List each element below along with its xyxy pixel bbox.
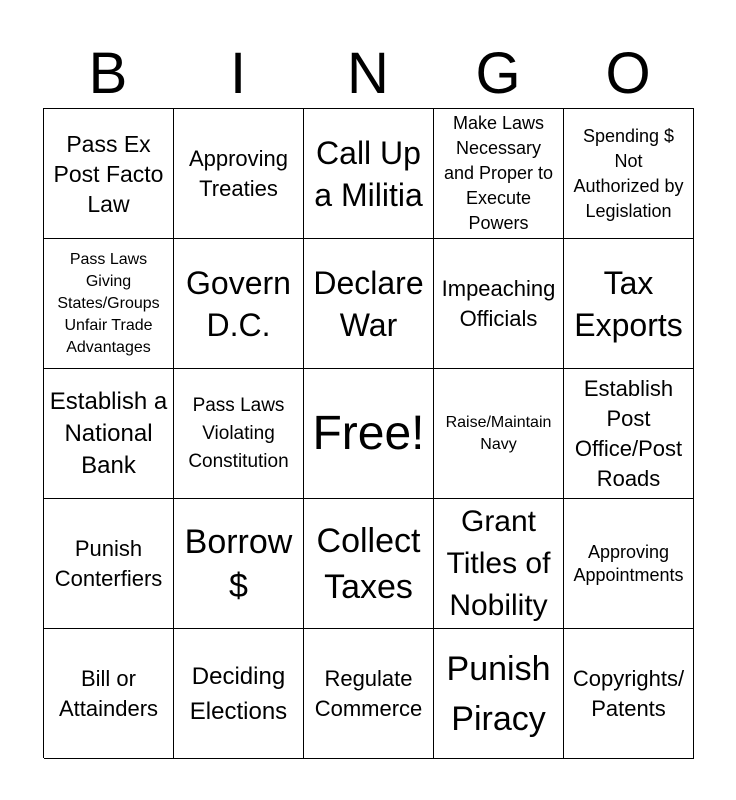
bingo-cell[interactable] bbox=[434, 239, 564, 369]
cell-text: Pass Laws Giving States/Groups Unfair Trade Advantages bbox=[57, 250, 160, 356]
cell-text: Establish a National Bank bbox=[49, 387, 168, 479]
bingo-cell[interactable] bbox=[564, 369, 694, 499]
bingo-cell[interactable] bbox=[304, 239, 434, 369]
cell-text: Declare War bbox=[313, 264, 424, 343]
bingo-cell[interactable] bbox=[304, 499, 434, 629]
cell-text: Approving Treaties bbox=[188, 145, 289, 201]
bingo-cell[interactable] bbox=[174, 499, 304, 629]
bingo-cell[interactable] bbox=[304, 369, 434, 499]
cell-text: Raise/Maintain Navy bbox=[445, 413, 552, 453]
bingo-cell[interactable] bbox=[564, 239, 694, 369]
header-letter-i: I bbox=[229, 41, 247, 106]
bingo-grid bbox=[43, 108, 694, 758]
cell-text: Pass Laws Violating Constitution bbox=[188, 394, 289, 472]
bingo-cell[interactable] bbox=[174, 239, 304, 369]
cell-text: Regulate Commerce bbox=[314, 665, 423, 721]
bingo-cell[interactable] bbox=[564, 629, 694, 759]
bingo-cell[interactable] bbox=[44, 629, 174, 759]
bingo-cell[interactable] bbox=[434, 499, 564, 629]
bingo-cell[interactable] bbox=[564, 499, 694, 629]
cell-text: Copyrights/ Patents bbox=[572, 665, 685, 721]
cell-text: Collect Taxes bbox=[316, 521, 421, 606]
cell-text: Make Laws Necessary and Proper to Execute Powers bbox=[443, 113, 554, 233]
cell-text: Free! bbox=[312, 406, 425, 460]
header-letter-o: O bbox=[605, 41, 651, 106]
bingo-cell[interactable] bbox=[434, 369, 564, 499]
header-letter-b: B bbox=[88, 41, 128, 106]
bingo-cell[interactable] bbox=[564, 109, 694, 239]
cell-text: Bill or Attainders bbox=[58, 665, 159, 721]
bingo-cell[interactable] bbox=[304, 629, 434, 759]
bingo-cell[interactable] bbox=[434, 629, 564, 759]
cell-text: Call Up a Militia bbox=[314, 134, 423, 213]
bingo-cell[interactable] bbox=[304, 109, 434, 239]
bingo-cell[interactable] bbox=[44, 109, 174, 239]
bingo-cell[interactable] bbox=[434, 109, 564, 239]
header-letter-g: G bbox=[475, 41, 521, 106]
bingo-cell[interactable] bbox=[174, 109, 304, 239]
cell-text: Govern D.C. bbox=[186, 264, 291, 343]
bingo-cell[interactable] bbox=[44, 239, 174, 369]
bingo-cell[interactable] bbox=[174, 369, 304, 499]
cell-text: Punish Piracy bbox=[446, 649, 551, 738]
cell-text: Borrow $ bbox=[184, 522, 293, 605]
cell-text: Approving Appointments bbox=[573, 541, 684, 585]
header-letter-n: N bbox=[347, 41, 389, 106]
bingo-cell[interactable] bbox=[44, 499, 174, 629]
bingo-header bbox=[43, 40, 693, 108]
cell-text: Tax Exports bbox=[574, 264, 683, 343]
cell-text: Deciding Elections bbox=[189, 662, 288, 725]
cell-text: Grant Titles of Nobility bbox=[446, 504, 551, 622]
cell-text: Punish Conterfiers bbox=[54, 535, 163, 591]
cell-text: Establish Post Office/Post Roads bbox=[574, 375, 683, 491]
bingo-cell[interactable] bbox=[44, 369, 174, 499]
cell-text: Impeaching Officials bbox=[441, 275, 556, 331]
cell-text: Spending $ Not Authorized by Legislation bbox=[573, 125, 684, 221]
bingo-cell[interactable] bbox=[174, 629, 304, 759]
cell-text: Pass Ex Post Facto Law bbox=[53, 130, 164, 217]
